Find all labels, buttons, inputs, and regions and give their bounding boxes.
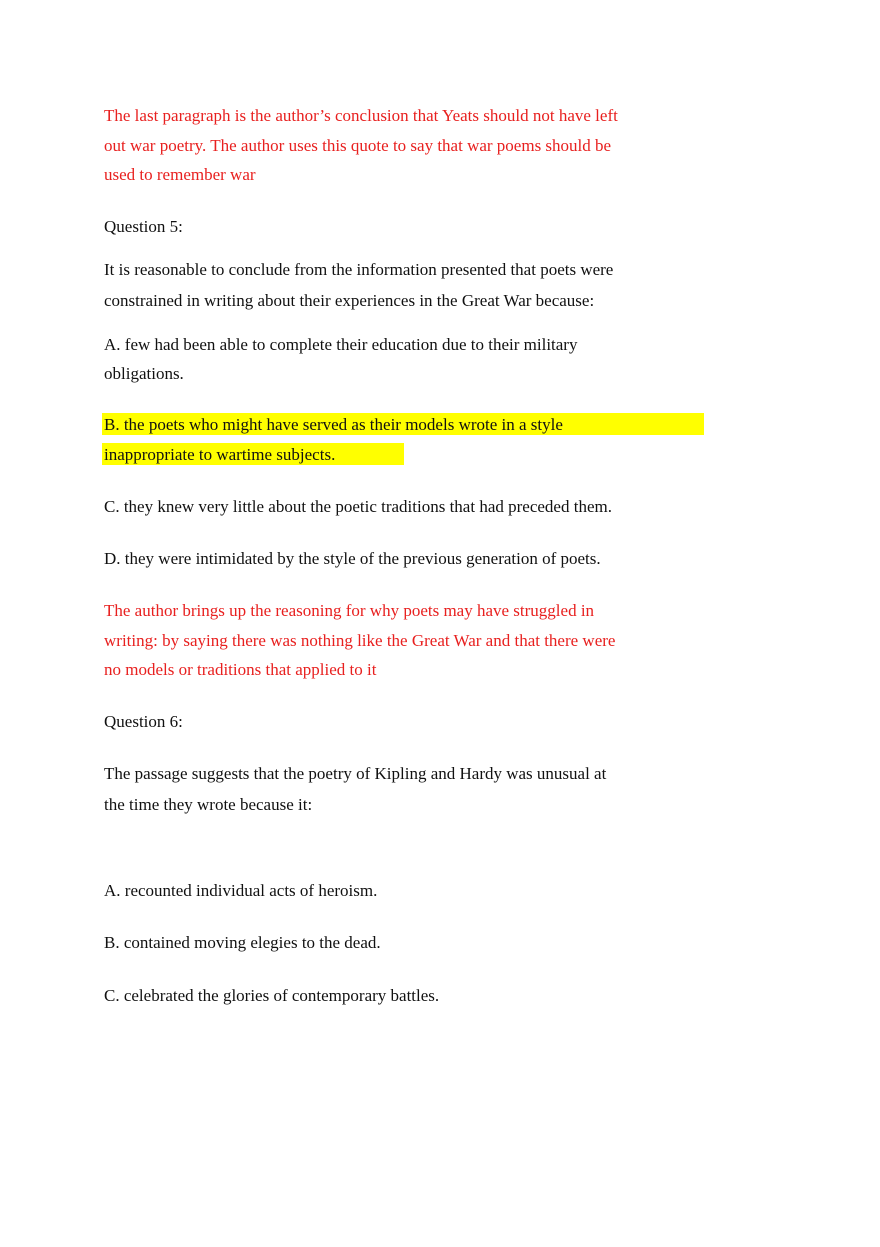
question-5-option-a-line-1: A. few had been able to complete their education due to their military — [104, 335, 578, 354]
question-5-explanation-line-2: writing: by saying there was nothing like the Great War and that there were — [104, 631, 616, 650]
conclusion-line-3: used to remember war — [104, 165, 256, 184]
question-6-prompt-line-1: The passage suggests that the poetry of Kipling and Hardy was unusual at — [104, 764, 607, 783]
question-5-option-d: D. they were intimidated by the style of the previous generation of poets. — [104, 549, 601, 568]
conclusion-line-1: The last paragraph is the author’s conclusion that Yeats should not have left — [104, 106, 618, 125]
question-6-option-c: C. celebrated the glories of contemporary battles. — [104, 986, 440, 1005]
question-5-option-b-line-2: inappropriate to wartime subjects. — [104, 445, 336, 464]
question-5-prompt-line-2: constrained in writing about their experiences in the Great War because: — [104, 291, 595, 310]
question-5-heading: Question 5: — [104, 217, 183, 236]
question-6-prompt-line-2: the time they wrote because it: — [104, 795, 313, 814]
question-5-explanation-line-3: no models or traditions that applied to it — [104, 660, 377, 679]
question-6-option-b: B. contained moving elegies to the dead. — [104, 933, 381, 952]
question-5-option-a-line-2: obligations. — [104, 364, 184, 383]
question-5-option-c: C. they knew very little about the poetic traditions that had preceded them. — [104, 497, 612, 516]
question-5-explanation-line-1: The author brings up the reasoning for why poets may have struggled in — [104, 601, 595, 620]
question-6-option-a: A. recounted individual acts of heroism. — [104, 881, 378, 900]
question-6-heading: Question 6: — [104, 712, 183, 731]
question-5-option-b-line-1: B. the poets who might have served as their models wrote in a style — [104, 415, 563, 434]
question-5-prompt-line-1: It is reasonable to conclude from the information presented that poets were — [104, 260, 614, 279]
conclusion-line-2: out war poetry. The author uses this quote to say that war poems should be — [104, 136, 612, 155]
